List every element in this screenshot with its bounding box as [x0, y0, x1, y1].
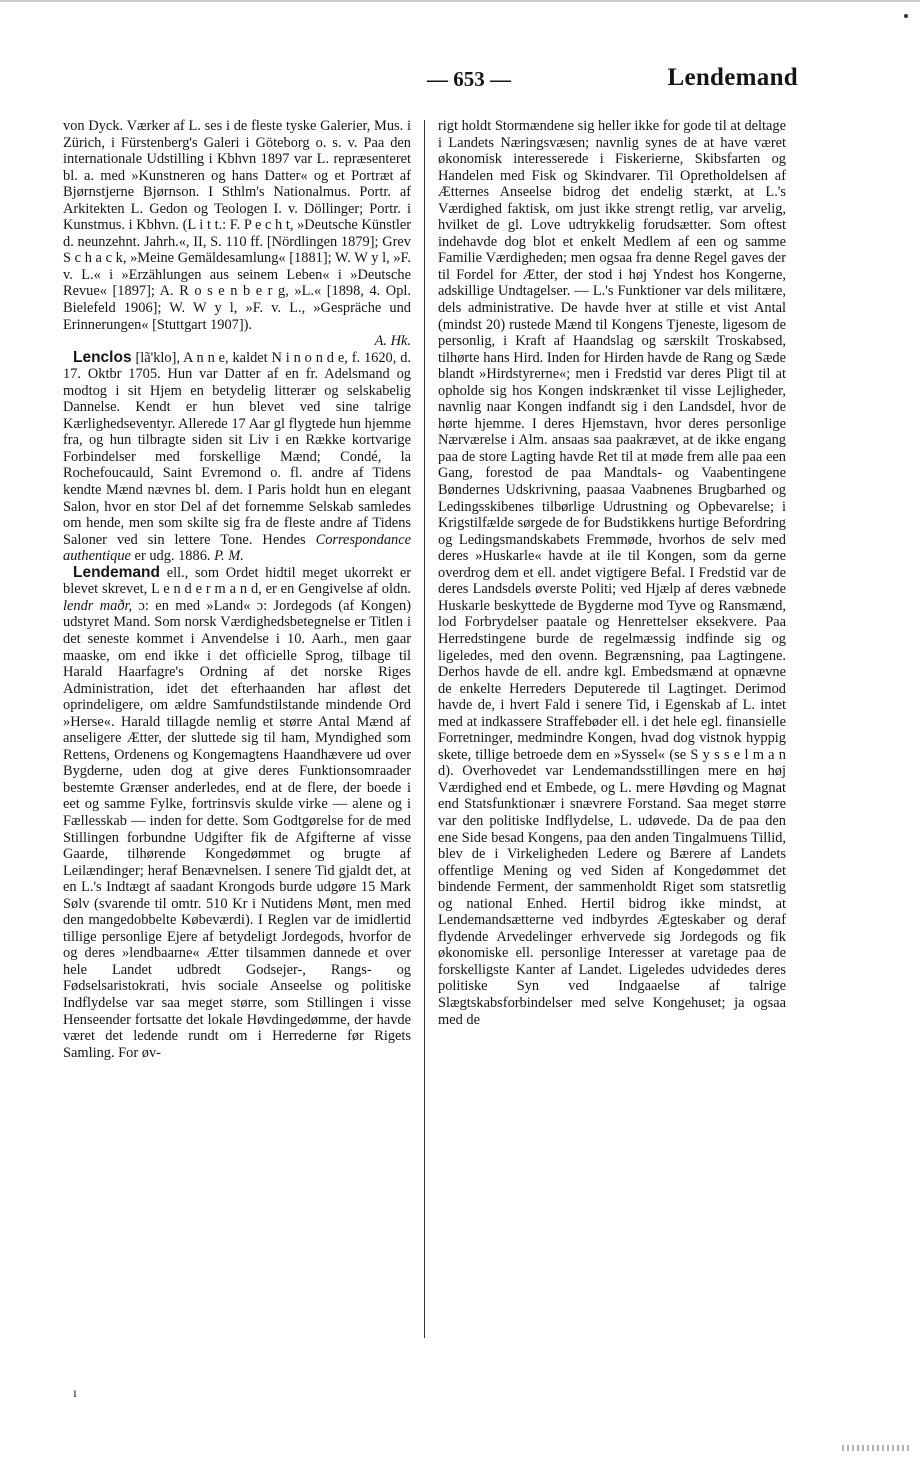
entry-text-end: er udg. 1886.	[130, 548, 211, 565]
entry-lendemand	[63, 565, 411, 1061]
headword-lendemand: Lendemand	[73, 563, 160, 581]
italic-term: lendr maðr,	[63, 597, 133, 614]
page-number: — 653 —	[427, 67, 511, 91]
scan-speck	[904, 14, 908, 18]
margin-mark: ı	[73, 1386, 77, 1401]
left-column	[63, 118, 411, 1061]
paragraph-text: von Dyck. Værker af L. ses i de fleste tyske Galerier, Mus. i Zürich, i Fürstenberg's Galeri i Göteborg o. s. v. Paa den internationale Udstilling i Kbhvn 1897 var L. repræsenteret bl. a. med »Kunstneren og hans Datter« og et Portræt af Bjørnstjerne Bjørnson. I Sthlm's Nationalmus. Portr. af Arkitekten L. Gedon og Teologen I. v. Döllinger; Portr. i Kunstmus. i Kbhvn. (L i t t.: F. P e c h t, »Deutsche Künstler d. neunzehnt. Jahrh.«, II, S. 110 ff. [Nördlingen 1879]; Grev S c h a c k, »Meine Gemäldesamlung« [1881]; W. W y l, »F. v. L.« i »Erzählungen aus seinem Leben« i »Deutsche Revue« [1897]; A. R o s e n b e r g, »L.« [1898, 4. Opl. Bielefeld 1906]; W. W y l, »F. v. L., »Gespräche und Erinnerungen« [Stuttgart 1907]).	[63, 118, 411, 333]
headword-lenclos: Lenclos	[73, 348, 132, 366]
scan-edge-line	[0, 0, 920, 2]
italic-title: Correspondance authentique	[63, 531, 411, 565]
page-header	[60, 64, 798, 98]
paragraph-lenbach-continuation	[63, 118, 411, 350]
right-column	[438, 118, 786, 1028]
entry-text: [lã'klo], A n n e, kaldet N i n o n d e, f. 1620, d. 17. Oktbr 1705. Hun var Datter af en fr. Adelsmand og modtog i sit Hjem en betydelig litterær og selskabelig Dannelse. Kendt er hun blevet ved sine talrige Kærlighedseventyr. Allerede 17 Aar gl flygtede hun hjemme fra, og hun tilbragte siden sit Liv i en Række kortvarige Forbindelser med forskellige Mænd; Condé, la Rochefoucauld, Saint Evremond o. fl. andre af Tidens kendte Mænd nævnes bl. dem. I Paris holdt hun en elegant Salon, hvor en stor Del af det fornemme Selskab samledes om hende, men som skilte sig fra de fleste andre af Tidens Saloner ved sin lettere Tone. Hendes	[63, 349, 411, 548]
entry-text: ell., som Ordet hidtil meget ukorrekt er blevet skrevet, L e n d e r m a n d, er en Gengivelse af oldn.	[63, 564, 411, 598]
entry-lendemand-continuation: rigt holdt Stormændene sig heller ikke for gode til at deltage i Landets Næringsvæsen; navnlig synes de at have været økonomisk interesserede i Fiskerierne, Skibsfarten og Handelen med Fisk og Skindvarer. Til Opretholdelsen af Ætternes Anseelse bidrog det endelig stærkt, at L.'s Værdighed faktisk, om just ikke strengt retlig, var arvelig, hvilket de gl. Love udtrykkelig forudsætter. Som oftest indehavde dog blot et enkelt Medlem af een og samme Familie Værdigheden; men ogsaa fra denne Regel gaves der til Fordel for Ætter, der stod i høj Yndest hos Kongerne, adskillige Undtagelser. — L.'s Funktioner var dels militære, dels administrative. De havde hver at stille et vist Antal (mindst 20) rustede Mænd til Kongens Tjeneste, ligesom de personlig, i Kraft af Haandslag og særskilt Troskabsed, tilhørte hans Hird. Inden for Hirden havde de Rang og Sæde blandt »Hirdstyrerne«; men i Fredstid var deres Pligt til at opholde sig hos Kongen indskrænket til visse Lejligheder, navnlig naar Kongen indfandt sig i den Landsdel, hvor de hørte hjemme. I deres Hjemstavn, hvor deres personlige Nærværelse i Alm. ansaas saa paakrævet, at de ikke engang paa de store Lagting havde Ret til at møde frem alle paa een Gang, forestod de paa Mandtals- og Vaabentingene Bøndernes Udskrivning, paasaa Vaabnenes Brugbarhed og Ledingsskibenes tilbørlige Udrustning og Opbevarelse; i Krigstilfælde sørgede de for Budstikkens hurtige Befordring og Ledingsmandskabets Fremmøde, hvorhos de selv med deres »Huskarle« havde at ile til Kongen, som da gerne overdrog dem et ell. andet vigtigere Befal. I Fredstid var de deres Landsdels øverste Politi; ved Hjælp af deres væbnede Huskarle beskyttede de Bygderne mod Tyve og Ransmænd, lod Forbrydelser paatale og Henrettelser eksekvere. Paa Herredstingene burde de regelmæssig indfinde sig og ligeledes, med den ovenn. Begrænsning, paa Lagtingene. Derhos havde de ell. andre kgl. Embedsmænd at opnævne de enkelte Herreders Deputerede til Lagtinget. Derimod havde de, i hvert Fald i senere Tid, i Egenskab af L. intet med at indkassere Straffebøder ell. i det hele egl. finansielle Forretninger, medmindre Kongen, hvad dog vistnok hyppig skete, tillige betroede dem en »Syssel« (se S y s s e l m a n d). Overhovedet var Lendemandsstillingen mere en høj Værdighed end et Embede, og L. mere Høvding og Magnat end Statsfunktionær i snævrere Forstand. Saa meget større var den politiske Indflydelse, L. udøvede. Da de paa den ene Side besad Kongens, paa den anden Tingalmuens Tillid, blev de i Virkeligheden Ledere og Bærere af Landets offentlige Mening og ved Siden af Kongedømmet det bindende Ferment, der sammenholdt Riget som statsretlig og national Enhed. Hertil bidrog ikke mindst, at Lendemandsætterne ved indbyrdes Ægteskaber og deraf flydende Arvedelinger erhvervede sig Jordegods og fik økonomiske ell. personlige Interesser at varetage paa de forskelligste Kanter af Landet. Ligeledes udvidedes deres politiske Syn ved Indgaaelse af talrige Slægtskabsforbindelser med selve Kongehuset; ja ogsaa med de	[438, 118, 786, 1028]
entry-text-rest: ɔ: en med »Land« ɔ: Jordegods (af Kongen) udstyret Mand. Som norsk Værdighedsbetegnelse er Titlen i det seneste kommet i Anvendelse i 10. Aarh., men gaar maaske, om end ikke i det officielle Sprog, tilbage til Harald Haarfagre's Ordning af det norske Riges Administration, idet det efterhaanden har afløst det oprindeligere, om ældre Samfundstilstande mindende Ord »Herse«. Harald tillagde nemlig et større Antal Mænd af anseligere Ætter, der sluttede sig til ham, Myndighed som Rettens, Ordenens og Kongemagtens Haandhævere ud over Bygderne, uden dog at give deres Funktionsomraader bestemte Grænser anderledes, end at de flere, der boede i eet og samme Fylke, fortrinsvis skulde virke — alene og i Fællesskab — inden for dette. Som Godtgørelse for de med Stillingen forbundne Udgifter fik de Afgifterne af visse Gaarde, tilhørende Kongedømmet og brugte af Leilændinger; heraf Benævnelsen. I senere Tid gjaldt det, at en L.'s Indtægt af saadant Krongods burde udgøre 15 Mark Sølv (svarende til omtr. 510 Kr i Nutidens Mønt, men med den mangedobbelte Købeværdi). I Reglen var de imidlertid tillige personlige Ejere af betydeligt Jordegods, hvorfor de og deres »lendbaarne« Ætter tilsammen dannede et over hele Landet udbredt Godsejer-, Rangs- og Fødselsaristokrati, hvis sociale Anseelse og politiske Indflydelse var saa meget større, som Stillingen i visse Henseender fortsatte det lokale Høvdingedømme, der havde været det ledende rundt om i Herrederne før Rigets Samling. For øv-	[63, 597, 411, 1061]
author-signature: A. Hk.	[374, 333, 411, 350]
running-head: Lendemand	[667, 64, 798, 91]
scan-smudge	[842, 1445, 912, 1451]
column-divider	[424, 120, 425, 1338]
author-signature: P. M.	[214, 548, 244, 565]
entry-lenclos	[63, 350, 411, 565]
